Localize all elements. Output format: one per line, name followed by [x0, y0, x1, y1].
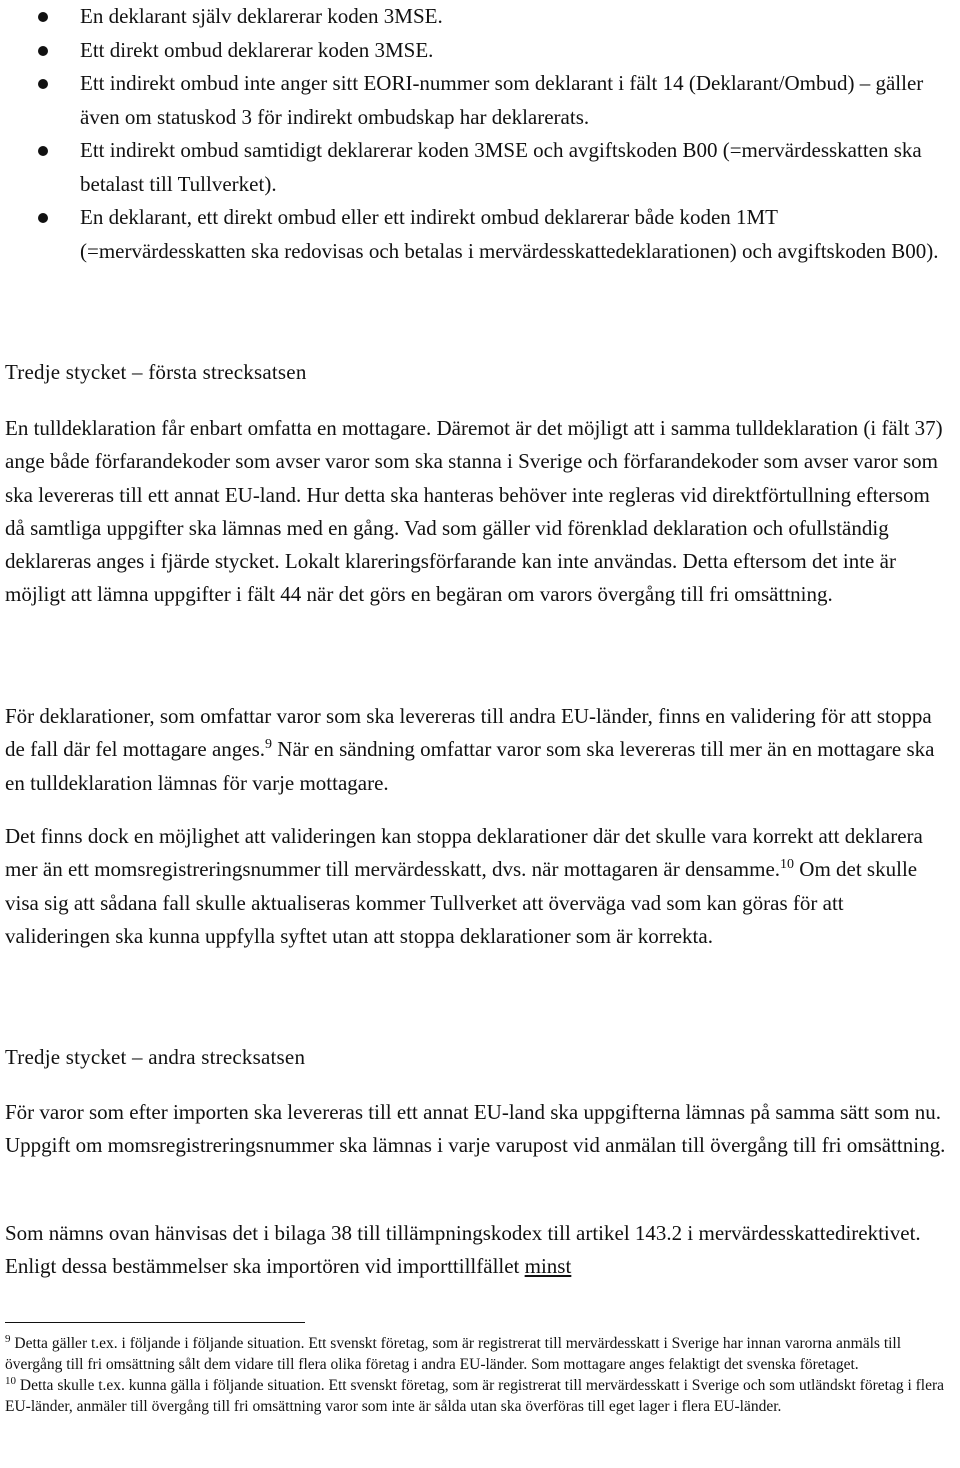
footnote-ref[interactable]: 9 — [265, 737, 273, 753]
section-heading: Tredje stycket – första strecksatsen — [5, 360, 307, 384]
footnote-number: 10 — [5, 1375, 16, 1387]
footnote-number: 9 — [5, 1333, 11, 1345]
footnote-ref[interactable]: 10 — [780, 857, 795, 873]
paragraph: För varor som efter importen ska levereras till ett annat EU-land ska uppgifterna lämnas på samma sätt som nu. Uppgift om momsregistreringsnummer ska lämnas i varje varupost vid anmälan till övergång till fri omsättning. — [5, 1100, 946, 1158]
list-item: Ett indirekt ombud inte anger sitt EORI-nummer som deklarant i fält 14 (Deklarant/Ombud) – gäller även om statuskod 3 för indirekt ombudskap har deklarerats. — [0, 67, 960, 134]
footnote: $^{10}$ Detta skulle t.ex. kunna gälla i följande situation. Ett svenskt företag, som är registrerat till mervärdesskatt i Sverige och som utländskt företag i flera EU-länder, anmäler till övergång till fri omsättning varor som inte är sålda utan ska överföras till eget lager i flera EU-länder. — [5, 1375, 945, 1415]
paragraph: För deklarationer, som omfattar varor som ska levereras till andra EU-länder, finns en validering för att stoppa de fall där fel mottagare anges.$^9$ När en sändning omfattar varor som ska levereras till mer än en mottagare ska en tulldeklaration lämnas för varje mottagare. — [5, 704, 935, 795]
list-item: En deklarant, ett direkt ombud eller ett indirekt ombud deklarerar både koden 1MT (=mervärdesskatten ska redovisas och betalas i mervärdesskattedeklarationen) och avgiftskoden B00). — [0, 201, 960, 268]
underlined-word: minst — [524, 1254, 572, 1279]
paragraph: Det finns dock en möjlighet att valideringen kan stoppa deklarationer där det skulle vara korrekt att deklarera mer än ett momsregistreringsnummer till mervärdesskatt, dvs. när mottagaren är densamme.$^{10}$ Om det skulle visa sig att sådana fall skulle aktualiseras kommer Tullverket att överväga vad som kan göras för att valideringen ska kunna uppfylla syftet utan att stoppa deklarationer som är korrekta. — [5, 824, 923, 948]
list-item: Ett direkt ombud deklarerar koden 3MSE. — [0, 34, 960, 68]
list-item: En deklarant själv deklarerar koden 3MSE. — [0, 0, 960, 34]
list-item: Ett indirekt ombud samtidigt deklarerar koden 3MSE och avgiftskoden B00 (=mervärdesskatten ska betalast till Tullverket). — [0, 134, 960, 201]
bullet-list — [0, 0, 960, 268]
bullet-icon — [38, 46, 48, 56]
bullet-icon — [38, 79, 48, 89]
section-heading: Tredje stycket – andra strecksatsen — [5, 1045, 306, 1069]
footnotes — [5, 1334, 955, 1418]
footnote: $^9$ Detta gäller t.ex. i följande i följande situation. Ett svenskt företag, som är registrerat till mervärdesskatt i Sverige har innan varorna anmäls till övergång till fri omsättning sålt dem vidare till flera olika företag i andra EU-länder. Som mottagare anges felaktigt det svenska företaget. — [5, 1333, 902, 1373]
footnote-divider — [5, 1322, 305, 1323]
bullet-icon — [38, 213, 48, 223]
paragraph: Som nämns ovan hänvisas det i bilaga 38 till tillämpningskodex till artikel 143.2 i mervärdesskattedirektivet. Enligt dessa bestämmelser ska importören vid importtillfället minst — [5, 1221, 921, 1279]
paragraph: En tulldeklaration får enbart omfatta en mottagare. Däremot är det möjligt att i samma tulldeklaration (i fält 37) ange både förfarandekoder som avser varor som ska stanna i Sverige och förfarandekoder som avser varor som ska levereras till ett annat EU-land. Hur detta ska hanteras behöver inte regleras vid direktförtullning eftersom då samtliga uppgifter ska lämnas med en gång. Vad som gäller vid förenklad deklaration och ofullständig deklareras anges i fjärde stycket. Lokalt klareringsförfarande kan inte användas. Detta eftersom det inte är möjligt att lämna uppgifter i fält 44 när det görs en begäran om varors övergång till fri omsättning. — [5, 416, 943, 607]
bullet-icon — [38, 12, 48, 22]
bullet-icon — [38, 146, 48, 156]
